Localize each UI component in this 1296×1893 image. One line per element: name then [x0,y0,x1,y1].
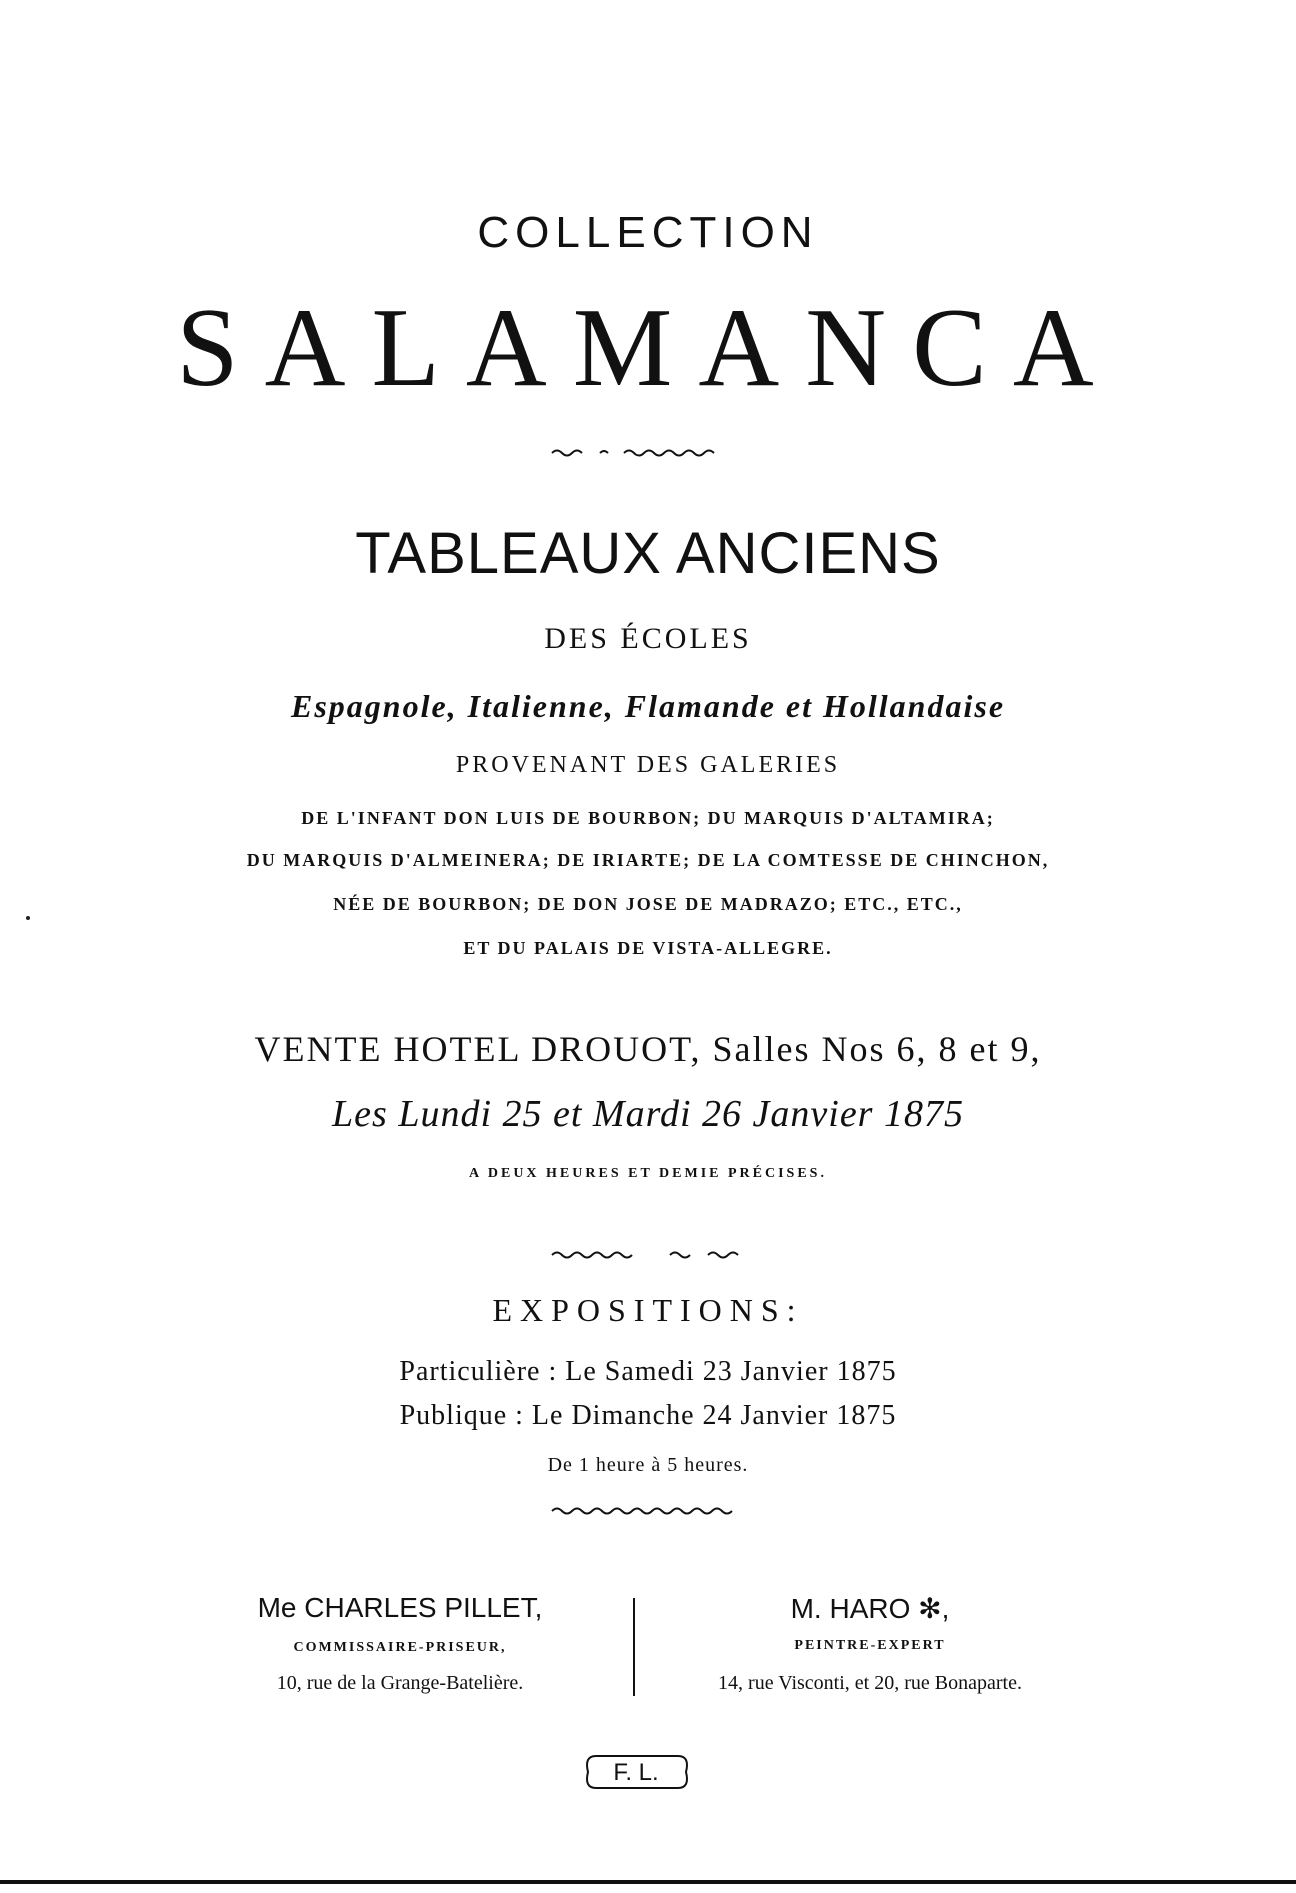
collection-name: SALAMANCA [176,286,1120,410]
sale-venue: VENTE HOTEL DROUOT, Salles Nos 6, 8 et 9, [254,1029,1042,1069]
title-tableaux-anciens: TABLEAUX ANCIENS [355,521,941,586]
margin-speck [26,916,30,920]
schools-intro: DES ÉCOLES [544,622,752,655]
ornament-rule-middle [0,1248,1296,1267]
gallery-line: NÉE DE BOURBON; DE DON JOSE DE MADRAZO; ETC., ETC., [333,894,963,914]
auctioneer-role: COMMISSAIRE-PRISEUR, [293,1640,507,1655]
exposition-hours: De 1 heure à 5 heures. [547,1454,749,1476]
expert-role: PEINTRE-EXPERT [794,1638,946,1653]
auctioneer-name: Me CHARLES PILLET, [257,1592,543,1623]
exposition-publique: Publique : Le Dimanche 24 Janvier 1875 [399,1400,897,1431]
expositions-heading: EXPOSITIONS: [492,1292,804,1328]
provenance-intro: PROVENANT DES GALERIES [455,752,841,778]
schools-list: Espagnole, Italienne, Flamande et Hollandaise [290,688,1006,724]
gallery-line: DE L'INFANT DON LUIS DE BOURBON; DU MARQUIS D'ALTAMIRA; [301,808,995,828]
gallery-line: DU MARQUIS D'ALMEINERA; DE IRIARTE; DE LA COMTESSE DE CHINCHON, [246,850,1050,870]
exposition-particuliere: Particulière : Le Samedi 23 Janvier 1875 [399,1356,897,1387]
page-bottom-edge [0,1880,1296,1884]
gallery-line: ET DU PALAIS DE VISTA-ALLEGRE. [463,938,833,958]
expert-name: M. HARO ✻, [790,1593,950,1624]
auctioneer-address: 10, rue de la Grange-Batelière. [276,1672,524,1694]
printer-monogram [582,1752,690,1792]
collection-label: COLLECTION [477,208,819,257]
column-divider [633,1598,635,1696]
sale-dates: Les Lundi 25 et Mardi 26 Janvier 1875 [332,1093,964,1135]
sale-time: A DEUX HEURES ET DEMIE PRÉCISES. [469,1166,827,1181]
ornament-rule-top [0,446,1296,465]
expert-address: 14, rue Visconti, et 20, rue Bonaparte. [718,1672,1022,1694]
ornament-rule-bottom [0,1504,1296,1523]
monogram-text: F. L. [613,1759,659,1786]
